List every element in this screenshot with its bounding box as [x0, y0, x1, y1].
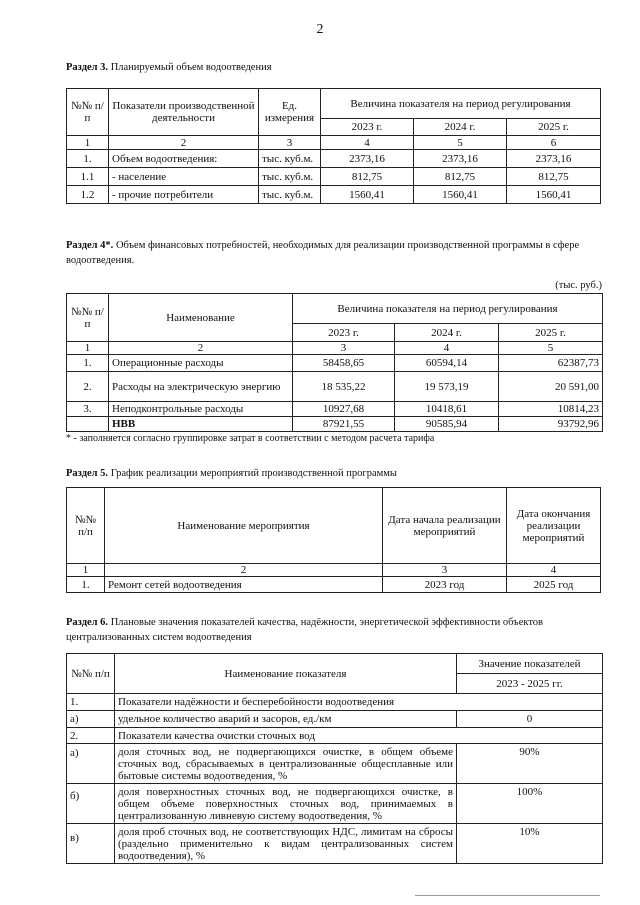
table-row: [67, 784, 603, 824]
s4-header-year: 2023 г.: [293, 324, 395, 342]
row-value: 1560,41: [507, 186, 601, 204]
s5-header-num: №№ п/п: [67, 488, 105, 564]
s5-index-cell: 3: [383, 564, 507, 577]
row-unit: тыс. куб.м.: [259, 168, 321, 186]
section-6-title-bold: Раздел 6.: [66, 617, 109, 628]
page-number: 2: [316, 22, 324, 37]
row-num: б): [67, 784, 115, 824]
s3-header-year: 2024 г.: [414, 119, 507, 136]
row-name: Расходы на электрическую энергию: [109, 372, 293, 402]
s4-index-cell: 1: [67, 342, 109, 355]
row-num: а): [67, 744, 115, 784]
row-num: [67, 417, 109, 432]
row-value: 90%: [457, 744, 603, 784]
s3-index-cell: 5: [414, 136, 507, 150]
row-value: 58458,65: [293, 355, 395, 372]
s6-header-period: 2023 - 2025 гг.: [457, 674, 603, 694]
s5-header-name: Наименование мероприятия: [105, 488, 383, 564]
table-row-group: [67, 728, 603, 744]
s5-header-start: Дата начала реализации мероприятий: [383, 488, 507, 564]
s4-header-year: 2024 г.: [395, 324, 499, 342]
section-3-table: [66, 88, 601, 204]
row-name: НВВ: [109, 417, 293, 432]
s5-index-cell: 1: [67, 564, 105, 577]
row-value: 19 573,19: [395, 372, 499, 402]
row-name: доля поверхностных сточных вод, не подвергающихся очистке, в общем объеме поверхностных сточных вод, принимаемых в централизованную ливневую систему водоотведения, %: [115, 784, 457, 824]
row-value: 90585,94: [395, 417, 499, 432]
s6-header-num: №№ п/п: [67, 654, 115, 694]
row-value: 18 535,22: [293, 372, 395, 402]
row-num: 2.: [67, 728, 115, 744]
s6-header-name: Наименование показателя: [115, 654, 457, 694]
s4-unit-note: (тыс. руб.): [555, 280, 602, 291]
footer-rule: [415, 895, 600, 896]
row-name: Операционные расходы: [109, 355, 293, 372]
row-num: 1.1: [67, 168, 109, 186]
s3-index-cell: 3: [259, 136, 321, 150]
row-num: 1.: [67, 355, 109, 372]
s4-header-year: 2025 г.: [499, 324, 603, 342]
row-num: 2.: [67, 372, 109, 402]
row-unit: тыс. куб.м.: [259, 186, 321, 204]
row-num: а): [67, 711, 115, 728]
row-num: 1.: [67, 694, 115, 711]
s3-index-cell: 4: [321, 136, 414, 150]
s4-index-cell: 5: [499, 342, 603, 355]
s3-header-num: №№ п/п: [67, 89, 109, 136]
row-name: Ремонт сетей водоотведения: [105, 577, 383, 593]
row-name: - население: [109, 168, 259, 186]
s3-header-year: 2023 г.: [321, 119, 414, 136]
row-name: - прочие потребители: [109, 186, 259, 204]
row-num: 1.2: [67, 186, 109, 204]
row-value: 0: [457, 711, 603, 728]
s4-index-row: [67, 342, 603, 355]
s5-index-cell: 2: [105, 564, 383, 577]
row-unit: тыс. куб.м.: [259, 150, 321, 168]
table-row: [67, 824, 603, 864]
section-4-title: [66, 238, 606, 268]
row-value: 10927,68: [293, 402, 395, 417]
section-3-title-bold: Раздел 3.: [66, 62, 109, 73]
row-name: Объем водоотведения:: [109, 150, 259, 168]
s4-header-period: Величина показателя на период регулирования: [293, 294, 603, 324]
s3-header-period: Величина показателя на период регулирования: [321, 89, 601, 119]
row-value: 87921,55: [293, 417, 395, 432]
row-value: 2373,16: [321, 150, 414, 168]
s5-index-row: [67, 564, 601, 577]
section-5-title: [66, 466, 397, 481]
table-row: [67, 150, 601, 168]
s4-header-num: №№ п/п: [67, 294, 109, 342]
row-value: 100%: [457, 784, 603, 824]
section-4-table: [66, 293, 603, 432]
row-value: 10418,61: [395, 402, 499, 417]
table-row-group: [67, 694, 603, 711]
row-value: 1560,41: [321, 186, 414, 204]
s3-index-cell: 6: [507, 136, 601, 150]
section-5-table: [66, 487, 601, 593]
s3-header-unit: Ед. измерения: [259, 89, 321, 136]
table-row-total: [67, 417, 603, 432]
row-value: 10814,23: [499, 402, 603, 417]
row-num: в): [67, 824, 115, 864]
table-row: [67, 711, 603, 728]
row-num: 1.: [67, 150, 109, 168]
s4-header-name: Наименование: [109, 294, 293, 342]
row-name: доля проб сточных вод, не соответствующих НДС, лимитам на сбросы (раздельно применительно к видам централизованных систем водоотведения), %: [115, 824, 457, 864]
row-name: удельное количество аварий и засоров, ед./км: [115, 711, 457, 728]
section-4-title-bold: Раздел 4*.: [66, 240, 114, 251]
table-row: [67, 168, 601, 186]
s6-header-value: Значение показателей: [457, 654, 603, 674]
s3-index-row: [67, 136, 601, 150]
table-row: [67, 744, 603, 784]
s4-index-cell: 4: [395, 342, 499, 355]
row-value: 93792,96: [499, 417, 603, 432]
row-name: Неподконтрольные расходы: [109, 402, 293, 417]
row-name: Показатели надёжности и бесперебойности водоотведения: [115, 694, 603, 711]
row-value: 62387,73: [499, 355, 603, 372]
row-value: 812,75: [414, 168, 507, 186]
s4-index-cell: 2: [109, 342, 293, 355]
s5-index-cell: 4: [507, 564, 601, 577]
row-value: 60594,14: [395, 355, 499, 372]
table-row: [67, 186, 601, 204]
row-end: 2025 год: [507, 577, 601, 593]
row-num: 1.: [67, 577, 105, 593]
section-4-title-text: Объем финансовых потребностей, необходимых для реализации производственной программы в сфере водоотведения.: [66, 240, 580, 266]
row-value: 812,75: [321, 168, 414, 186]
table-row: [67, 577, 601, 593]
s5-header-end: Дата окончания реализации мероприятий: [507, 488, 601, 564]
section-6-title: [66, 615, 606, 645]
table-row: [67, 372, 603, 402]
row-num: 3.: [67, 402, 109, 417]
row-value: 20 591,00: [499, 372, 603, 402]
section-6-table: [66, 653, 603, 864]
row-value: 1560,41: [414, 186, 507, 204]
s3-index-cell: 2: [109, 136, 259, 150]
row-value: 10%: [457, 824, 603, 864]
section-3-title-text: Планируемый объем водоотведения: [108, 62, 272, 73]
row-value: 2373,16: [507, 150, 601, 168]
s3-index-cell: 1: [67, 136, 109, 150]
s4-footnote: * - заполняется согласно группировке затрат в соответствии с методом расчета тарифа: [66, 433, 435, 444]
s4-index-cell: 3: [293, 342, 395, 355]
s3-header-name: Показатели производственной деятельности: [109, 89, 259, 136]
row-name: Показатели качества очистки сточных вод: [115, 728, 603, 744]
row-start: 2023 год: [383, 577, 507, 593]
row-value: 812,75: [507, 168, 601, 186]
section-5-title-bold: Раздел 5.: [66, 468, 109, 479]
table-row: [67, 402, 603, 417]
table-row: [67, 355, 603, 372]
row-name: доля сточных вод, не подвергающихся очистке, в общем объеме сточных вод, сбрасываемых в централизованные общесплавные или бытовые системы водоотведения, %: [115, 744, 457, 784]
section-6-title-text: Плановые значения показателей качества, надёжности, энергетической эффективности объектов централизованных систем водоотведения: [66, 617, 543, 643]
section-5-title-text: График реализации мероприятий производственной программы: [108, 468, 397, 479]
s3-header-year: 2025 г.: [507, 119, 601, 136]
section-3-title: [66, 60, 272, 75]
row-value: 2373,16: [414, 150, 507, 168]
